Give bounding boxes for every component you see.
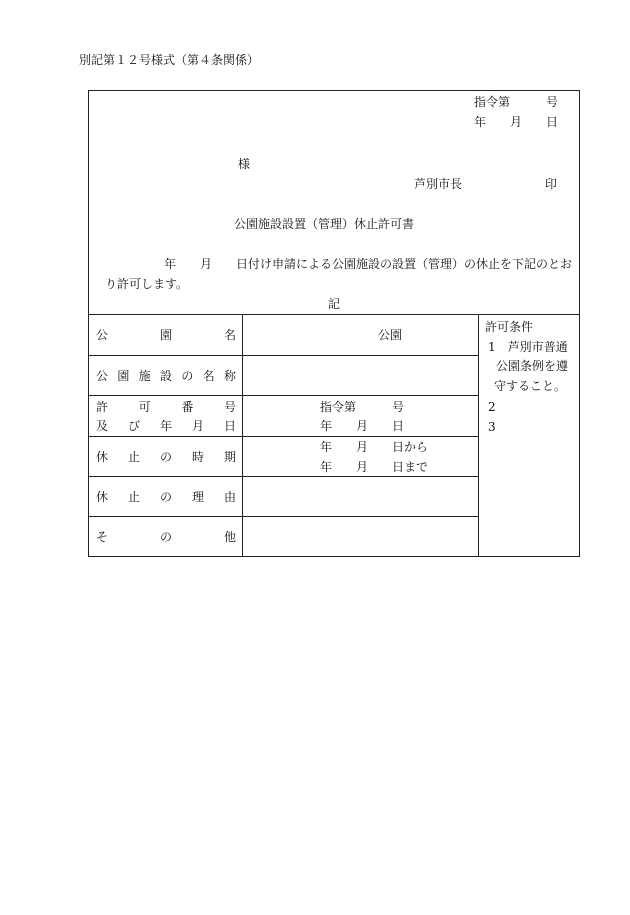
body-text-line1: 年 月 日付け申請による公園施設の設置（管理）の休止を下記のとお [164, 257, 573, 271]
ki-heading: 記 [328, 297, 341, 311]
seal-mark: 印 [545, 177, 558, 191]
conditions-title: 許可条件 [485, 320, 534, 334]
conditions-column-divider [478, 314, 479, 557]
value-period-from: 年 月 日から [320, 440, 429, 454]
label-suspension-reason: 休 止 の 理 由 [96, 490, 236, 504]
condition-item-1-line3: 守すること。 [494, 379, 567, 393]
document-title: 公園施設設置（管理）休止許可書 [234, 217, 415, 231]
label-facility-name: 公 園 施 設 の 名 称 [96, 369, 236, 383]
condition-item-1-line2: 公園条例を遵 [496, 359, 569, 373]
row-divider [88, 516, 478, 517]
label-other: そ の 他 [96, 530, 236, 544]
row-divider [88, 355, 478, 356]
label-park-name: 公 園 名 [96, 328, 236, 342]
table-top-border [88, 314, 580, 315]
label-suspension-period: 休 止 の 時 期 [96, 450, 236, 464]
issue-date: 年 月 日 [474, 115, 559, 129]
order-number: 指令第 号 [474, 95, 559, 109]
value-permit-date: 年 月 日 [320, 419, 405, 433]
label-permit-number: 許 可 番 号 [96, 400, 236, 414]
label-permit-date: 及 び 年 月 日 [96, 419, 236, 433]
body-text-line2: り許可します。 [105, 277, 189, 291]
row-divider [88, 436, 478, 437]
condition-item-1-line1: 1 芦別市普通 [488, 340, 568, 354]
row-divider [88, 476, 478, 477]
form-caption: 別記第１２号様式（第４条関係） [79, 53, 260, 67]
addressee-suffix: 様 [238, 157, 251, 171]
row-divider [88, 395, 478, 396]
value-period-to: 年 月 日まで [320, 460, 429, 474]
value-park-name: 公園 [378, 328, 403, 342]
value-permit-number: 指令第 号 [320, 400, 405, 414]
condition-item-3: 3 [488, 420, 496, 434]
condition-item-2: 2 [488, 400, 496, 414]
issuer-name: 芦別市長 [414, 177, 463, 191]
